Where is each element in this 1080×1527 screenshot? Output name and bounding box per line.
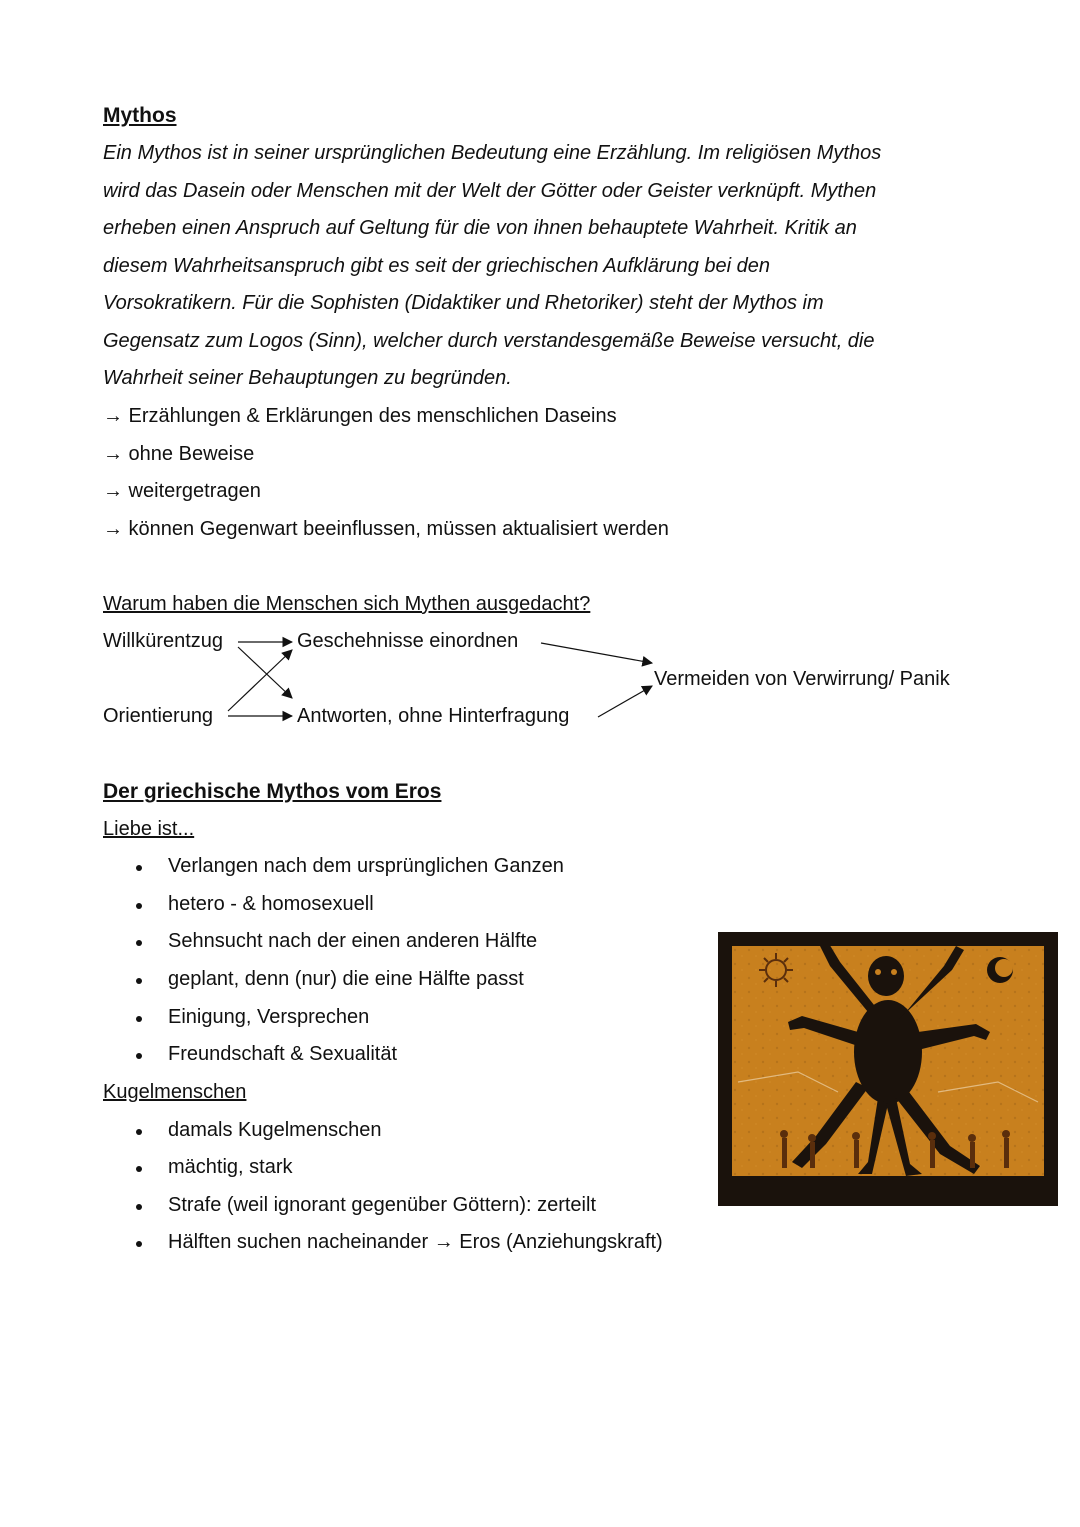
paragraph-line: diesem Wahrheitsanspruch gibt es seit der griechischen Aufklärung bei den xyxy=(103,255,771,277)
diagram-node-orientierung: Orientierung xyxy=(103,705,214,727)
diagram-node-geschehnisse: Geschehnisse einordnen xyxy=(297,630,519,652)
bullet-dot xyxy=(136,1016,142,1022)
paragraph-line: erheben einen Anspruch auf Geltung für die von ihnen behauptete Wahrheit. Kritik an xyxy=(103,217,857,239)
list-item: Verlangen nach dem ursprünglichen Ganzen xyxy=(168,855,564,877)
arrow-antworten-to-vermeiden xyxy=(598,686,652,717)
paragraph-line: Gegensatz zum Logos (Sinn), welcher durch verstandesgemäße Beweise versucht, die xyxy=(103,330,875,352)
arrow-orientierung-to-geschehnisse xyxy=(228,650,292,711)
kugelmensch-vase-image xyxy=(718,932,1058,1206)
arrow-item: → können Gegenwart beeinflussen, müssen aktualisiert werden xyxy=(103,518,669,540)
section-title-mythos: Mythos xyxy=(103,104,177,127)
arrow-item: → Erzählungen & Erklärungen des menschlichen Daseins xyxy=(103,405,617,427)
moon-symbol xyxy=(987,957,1013,983)
subheading-liebe-ist: Liebe ist... xyxy=(103,818,195,840)
question-heading: Warum haben die Menschen sich Mythen ausgedacht? xyxy=(103,593,591,615)
bullet-dot xyxy=(136,865,142,871)
paragraph-line: Ein Mythos ist in seiner ursprünglichen Bedeutung eine Erzählung. Im religiösen Mythos xyxy=(103,142,882,164)
section-title-eros: Der griechische Mythos vom Eros xyxy=(103,780,442,803)
bullet-dot xyxy=(136,940,142,946)
paragraph-line: Vorsokratikern. Für die Sophisten (Didaktiker und Rhetoriker) steht der Mythos im xyxy=(103,292,824,314)
bullet-dot xyxy=(136,1166,142,1172)
bullet-dot xyxy=(136,1053,142,1059)
diagram-node-willkuerentzug: Willkürentzug xyxy=(103,630,224,652)
list-item: Sehnsucht nach der einen anderen Hälfte xyxy=(168,930,538,952)
list-item: Strafe (weil ignorant gegenüber Göttern): zerteilt xyxy=(168,1194,596,1216)
bullet-dot xyxy=(136,978,142,984)
diagram-arrows xyxy=(0,0,1080,760)
bullet-dot xyxy=(136,1241,142,1247)
arrow-item: → ohne Beweise xyxy=(103,443,255,465)
bullet-dot xyxy=(136,903,142,909)
list-item: geplant, denn (nur) die eine Hälfte passt xyxy=(168,968,524,990)
bullet-dot xyxy=(136,1129,142,1135)
list-item: Hälften suchen nacheinander → Eros (Anziehungskraft) xyxy=(168,1231,663,1253)
list-item: Freundschaft & Sexualität xyxy=(168,1043,398,1065)
paragraph-line: Wahrheit seiner Behauptungen zu begründen. xyxy=(103,367,512,389)
arrow-willkuer-to-antworten xyxy=(238,647,292,698)
subheading-kugelmenschen: Kugelmenschen xyxy=(103,1081,247,1103)
list-item: hetero - & homosexuell xyxy=(168,893,374,915)
arrow-geschehnisse-to-vermeiden xyxy=(541,643,652,663)
arrow-item: → weitergetragen xyxy=(103,480,261,502)
list-item: Einigung, Versprechen xyxy=(168,1006,370,1028)
diagram-node-antworten: Antworten, ohne Hinterfragung xyxy=(297,705,570,727)
list-item: mächtig, stark xyxy=(168,1156,293,1178)
vase-figure-illustration xyxy=(718,932,1058,1206)
bullet-dot xyxy=(136,1204,142,1210)
diagram-node-vermeiden: Vermeiden von Verwirrung/ Panik xyxy=(654,668,950,690)
list-item: damals Kugelmenschen xyxy=(168,1119,382,1141)
paragraph-line: wird das Dasein oder Menschen mit der Welt der Götter oder Geister verknüpft. Mythen xyxy=(103,180,877,202)
